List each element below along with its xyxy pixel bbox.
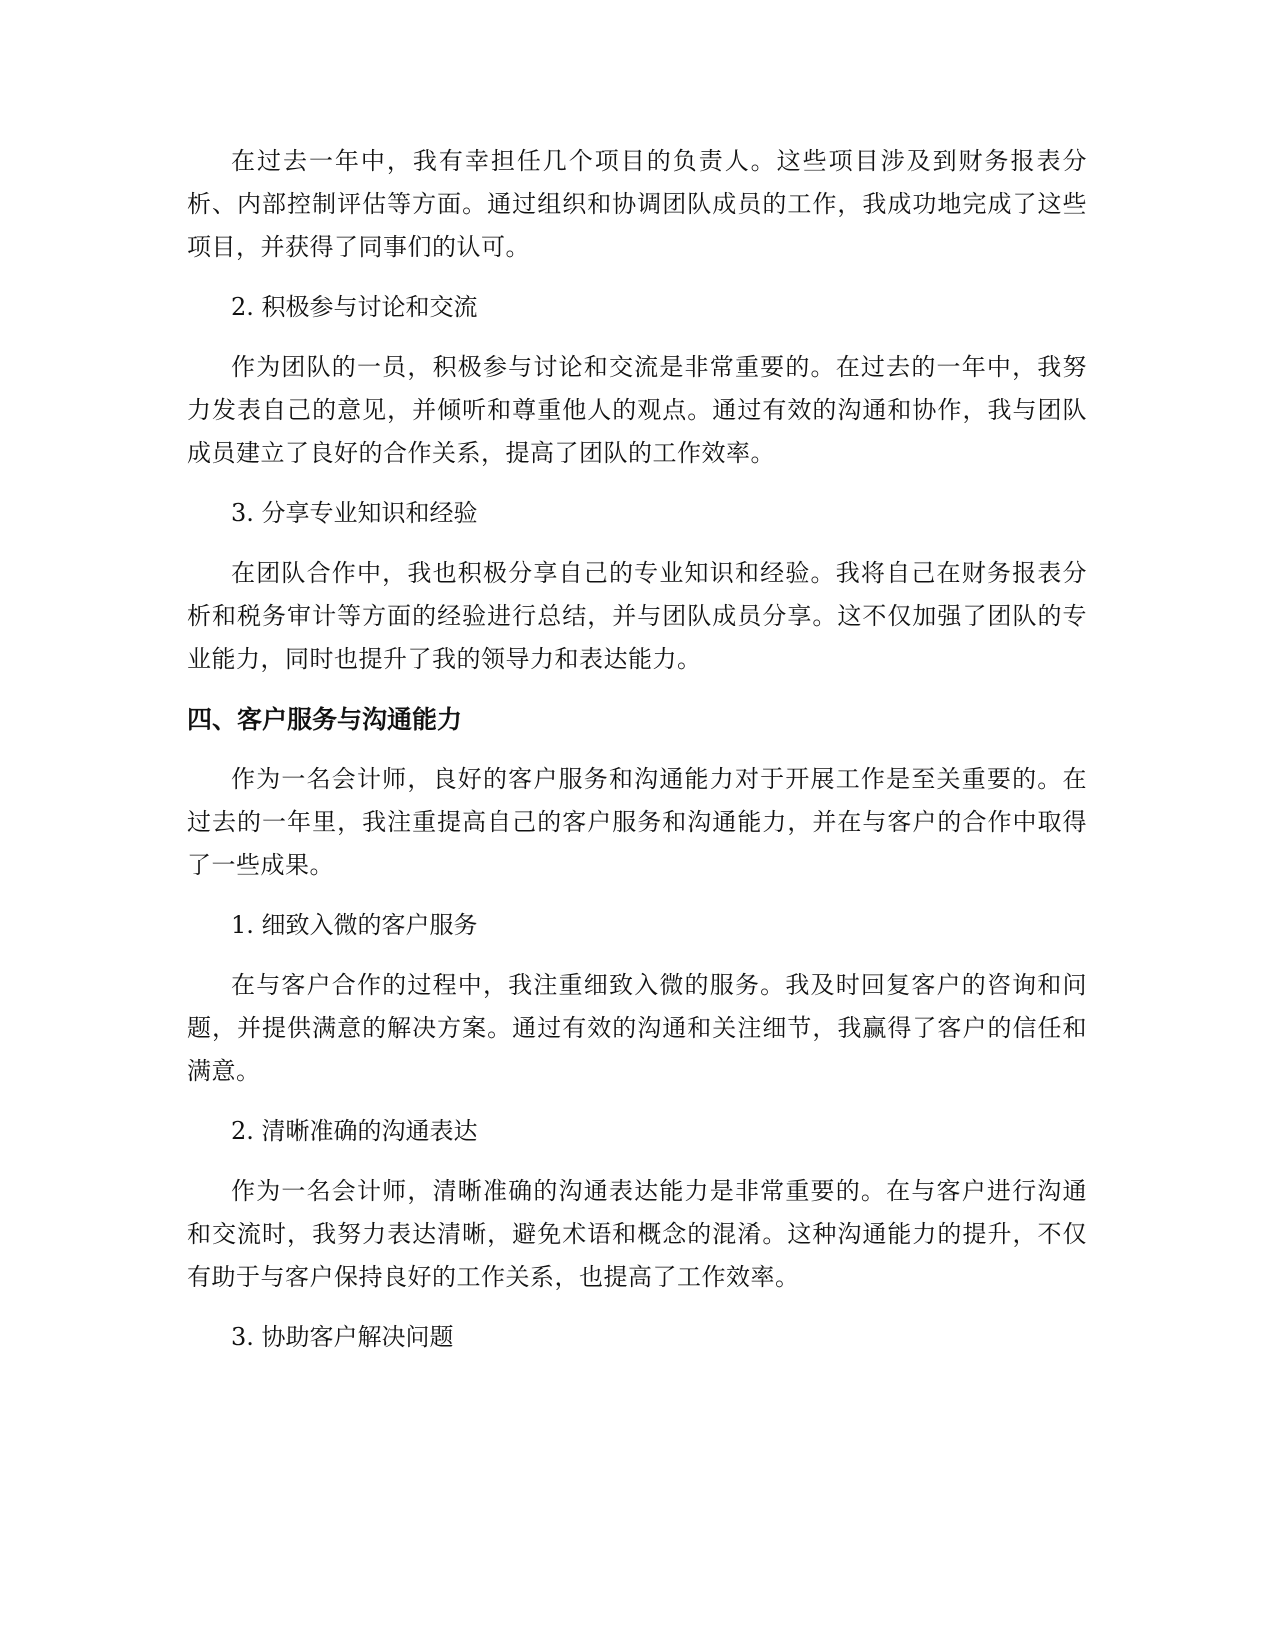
paragraph-discussion: 作为团队的一员，积极参与讨论和交流是非常重要的。在过去的一年中，我努力发表自己的意见，并倾听和尊重他人的观点。通过有效的沟通和协作，我与团队成员建立了良好的合作关系，提高了团队的工作效率。 <box>187 353 1087 467</box>
list-item-share-knowledge: 3. 分享专业知识和经验 <box>231 499 478 527</box>
paragraph-project-lead: 在过去一年中，我有幸担任几个项目的负责人。这些项目涉及到财务报表分析、内部控制评估等方面。通过组织和协调团队成员的工作，我成功地完成了这些项目，并获得了同事们的认可。 <box>187 147 1087 261</box>
paragraph-share-knowledge: 在团队合作中，我也积极分享自己的专业知识和经验。我将自己在财务报表分析和税务审计等方面的经验进行总结，并与团队成员分享。这不仅加强了团队的专业能力，同时也提升了我的领导力和表达能力。 <box>187 559 1087 673</box>
paragraph-detailed-service: 在与客户合作的过程中，我注重细致入微的服务。我及时回复客户的咨询和问题，并提供满意的解决方案。通过有效的沟通和关注细节，我赢得了客户的信任和满意。 <box>187 971 1087 1085</box>
paragraph-clear-communication: 作为一名会计师，清晰准确的沟通表达能力是非常重要的。在与客户进行沟通和交流时，我努力表达清晰，避免术语和概念的混淆。这种沟通能力的提升，不仅有助于与客户保持良好的工作关系，也提高了工作效率。 <box>187 1177 1087 1291</box>
list-item-detailed-service: 1. 细致入微的客户服务 <box>231 911 478 939</box>
list-item-clear-communication: 2. 清晰准确的沟通表达 <box>231 1117 478 1145</box>
list-item-help-clients: 3. 协助客户解决问题 <box>231 1323 454 1351</box>
section-heading-customer-service: 四、客户服务与沟通能力 <box>187 705 463 734</box>
list-item-discussion: 2. 积极参与讨论和交流 <box>231 293 478 321</box>
document-page <box>187 140 1087 1376</box>
paragraph-customer-service-intro: 作为一名会计师，良好的客户服务和沟通能力对于开展工作是至关重要的。在过去的一年里，我注重提高自己的客户服务和沟通能力，并在与客户的合作中取得了一些成果。 <box>187 765 1087 879</box>
